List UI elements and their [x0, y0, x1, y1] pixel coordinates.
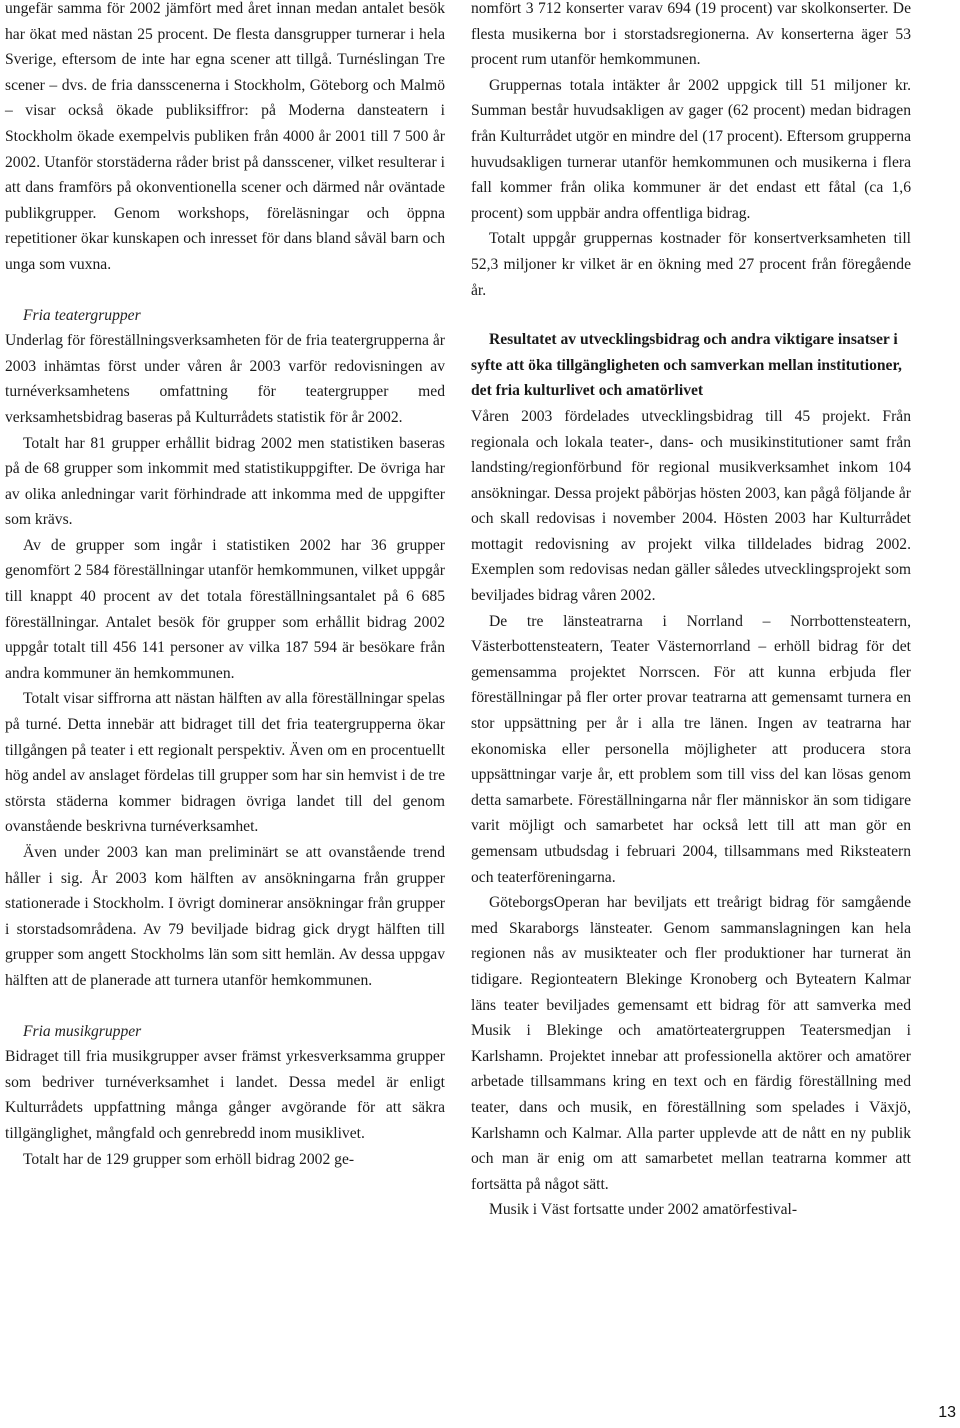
section-heading-fria-teatergrupper: Fria teatergrupper	[23, 306, 141, 324]
continued-paragraph: nomfört 3 712 konserter varav 694 (19 procent) var skolkonserter. De flesta musikerna bor i storstadsregionerna. Av konserterna äger 53 procent rum utanför hemkommunen.	[471, 0, 911, 69]
right-column	[471, 0, 911, 1223]
left-column	[5, 0, 445, 1172]
body-paragraph: Totalt uppgår gruppernas kostnader för konsertverksamheten till 52,3 miljoner kr vilket är en ökning med 27 procent från föregående år.	[471, 230, 911, 299]
section-heading-fria-musikgrupper: Fria musikgrupper	[23, 1022, 142, 1040]
page-number: 13	[938, 1404, 956, 1421]
body-paragraph: Av de grupper som ingår i statistiken 2002 har 36 grupper genomfört 2 584 föreställningar utanför hemkommunen, vilket uppgår till knappt 40 procent av det totala föreställningsantalet på 6 685 föreställningar. Antalet besök för grupper som erhållit bidrag 2002 uppgår totalt till 456 141 personer av vilka 187 594 är besökare från andra kommuner än hemkommunen.	[5, 536, 445, 682]
body-paragraph: Bidraget till fria musikgrupper avser främst yrkesverksamma grupper som bedriver turnéverksamhet i landet. Dessa medel är enligt Kulturrådets uppfattning många gånger avgörande för att säkra tillgänglighet, mångfald och genrebredd inom musiklivet.	[5, 1048, 445, 1142]
section-spacer	[5, 994, 445, 1019]
body-paragraph: Underlag för föreställningsverksamheten för de fria teatergrupperna år 2003 inhämtas först under våren år 2003 varför redovisningen av turnéverksamhetens omfattning för teatergrupper med verksamhetsbidrag baseras på Kulturrådets statistik för år 2002.	[5, 332, 445, 426]
body-paragraph: Även under 2003 kan man preliminärt se att ovanstående trend håller i sig. År 2003 kom hälften av ansökningarna från grupper stationerade i Stockholm. I övrigt dominerar ansökningar från grupper i storstadsområdena. Av 79 beviljade bidrag gick drygt hälften till grupper som angett Stockholms län som sitt hemlän. Av dessa uppgav hälften att de planerade att turnera utanför hemkommunen.	[5, 844, 445, 989]
section-spacer	[5, 278, 445, 303]
body-paragraph: De tre länsteatrarna i Norrland – Norrbottensteatern, Västerbottensteatern, Teater Västernorrland – erhöll bidrag för det gemensamma projektet Norrscen. För att kunna erbjuda fler föreställningar på fler orter provar teatrarna att gemensamt turnera en stor uppsättning per år i alla tre länen. Ingen av teatrarna har ekonomiska eller personella möjligheter att producera stora uppsättningar varje år, ett problem som till viss del kan lösas genom detta samarbete. Föreställningarna når fler människor än som tidigare varit möjligt och samarbetet har också lett till att man gör en gemensam utbudsdag i februari 2004, tillsammans med Riksteatern och teaterföreningarna.	[471, 612, 911, 886]
section-spacer	[471, 303, 911, 327]
body-paragraph: Musik i Väst fortsatte under 2002 amatörfestival-	[489, 1201, 798, 1219]
body-paragraph: Våren 2003 fördelades utvecklingsbidrag till 45 projekt. Från regionala och lokala teater-, dans- och musikinstitutioner samt från landsting/regionförbund för regional musikverksamhet inkom 104 ansökningar. Dessa projekt påbörjas hösten 2003, kan pågå följande år och skall redovisas i november 2004. Hösten 2003 har Kulturrådet mottagit redovisning av projekt vilka tilldelades bidrag 2002. Exemplen som redovisas nedan gäller således utvecklingsprojekt som beviljades bidrag våren 2002.	[471, 407, 911, 605]
section-heading-utvecklingsbidrag: Resultatet av utvecklingsbidrag och andra viktigare insatser i syfte att öka tillgängligheten och samverkan mellan institutioner, det fria kulturlivet och amatörlivet	[471, 331, 902, 400]
body-paragraph: GöteborgsOperan har beviljats ett treårigt bidrag för samgående med Skaraborgs länsteater. Genom sammanslagningen kan hela regionen nås av musikteater och fler produktioner har turnerat än tidigare. Regionteatern Blekinge Kronoberg och Byteatern Kalmar läns teater beviljades gemensamt ett bidrag för att samverka med Musik i Blekinge och amatörteatergruppen Teatersmedjan i Karlshamn. Projektet innebar att professionella aktörer och amatörer arbetade tillsammans kring en text och en färdig föreställning med teater, dans och musik, en föreställning som spelades i Växjö, Karlshamn och Kalmar. Alla parter upplevde att de nått en ny publik och man är enig om att samarbetet mellan teatrarna kommer att fortsätta på något sätt.	[471, 894, 911, 1193]
intro-paragraph: ungefär samma för 2002 jämfört med året innan medan antalet besök har ökat med nästan 25 procent. De flesta dansgrupper turnerar i hela Sverige, eftersom de inte har egna scener att tillgå. Turnéslingan Tre scener – dvs. de fria dansscenerna i Stockholm, Göteborg och Malmö – visar också ökade publiksiffror: på Moderna dansteatern i Stockholm ökade exempelvis publiken från 4000 år 2001 till 7 500 år 2002. Utanför storstäderna råder brist på dansscener, vilket resulterar i att dans framförs på okonventionella scener och därmed når oväntade publikgrupper. Genom workshops, föreläsningar och öppna repetitioner ökar kunskapen och inresset för dans bland såväl barn och unga som vuxna.	[5, 0, 445, 273]
body-paragraph: Totalt visar siffrorna att nästan hälften av alla föreställningar spelas på turné. Detta innebär att bidraget till det fria teatergrupperna ökar tillgången på teater i ett regionalt perspektiv. Även om en procentuellt hög andel av anslaget fördelas till grupper som har sin hemvist i de tre största städerna kommer bidragen övriga landet till del genom ovanstående beskrivna turnéverksamhet.	[5, 690, 445, 836]
body-paragraph: Totalt har 81 grupper erhållit bidrag 2002 men statistiken baseras på de 68 grupper som inkommit med statistikuppgifter. De övriga har av olika anledningar varit förhindrade att inkomma med de uppgifter som krävs.	[5, 434, 445, 529]
body-paragraph: Totalt har de 129 grupper som erhöll bidrag 2002 ge-	[23, 1150, 355, 1168]
body-paragraph: Gruppernas totala intäkter år 2002 uppgick till 51 miljoner kr. Summan består huvudsakligen av gager (62 procent) medan bidragen från Kulturrådet utgör en mindre del (17 procent). Eftersom grupperna huvudsakligen turnerar utanför hemkommunen och musikerna i flera fall kommer från olika kommuner är det endast ett fåtal (ca 1,6 procent) som uppbär andra offentliga bidrag.	[471, 76, 911, 222]
